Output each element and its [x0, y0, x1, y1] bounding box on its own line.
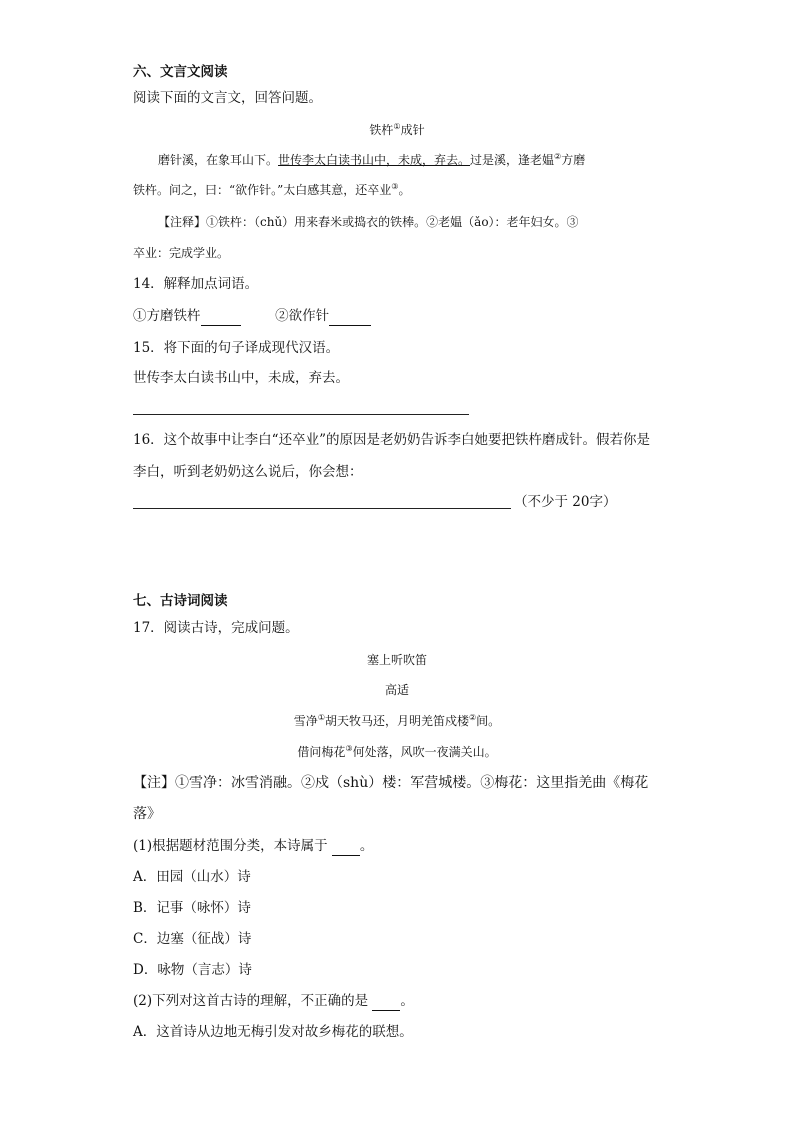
passage-title-sup: ① — [393, 122, 401, 131]
passage-note-line-1: 【注释】①铁杵：（chǔ）用来舂米或捣衣的铁棒。②老媪（ǎo）：老年妇女。③ — [158, 215, 579, 229]
option-1-c[interactable]: C．边塞（征战）诗 — [133, 931, 252, 947]
sub-question-1 — [133, 836, 373, 856]
section-6-instruction: 阅读下面的文言文，回答问题。 — [133, 90, 322, 106]
poem-line-1-c: 间。 — [476, 714, 501, 728]
question-14-item-2: ②欲作针 — [275, 308, 330, 324]
question-16-line-1: 16．这个故事中让李白“还卒业”的原因是老奶奶告诉李白她要把铁杵磨成针。假若你是 — [133, 432, 650, 448]
question-17: 17．阅读古诗，完成问题。 — [133, 620, 299, 636]
section-7-title: 七、古诗词阅读 — [133, 593, 228, 609]
sub-question-2-text: (2)下列对这首古诗的理解，不正确的是 — [133, 993, 369, 1009]
option-2-a[interactable]: A．这首诗从边地无梅引发对故乡梅花的联想。 — [133, 1024, 413, 1040]
answer-blank-14-2[interactable] — [329, 311, 371, 326]
poem-note-line-1: 【注】①雪净：冰雪消融。②戍（shù）楼：军营城楼。③梅花：这里指羌曲《梅花 — [133, 775, 649, 791]
poem-line-1-sup-2: ② — [469, 713, 477, 722]
passage-line-1 — [158, 150, 585, 170]
passage-line-1-sup: ② — [554, 152, 562, 161]
passage-note-line-2: 卒业：完成学业。 — [133, 246, 230, 260]
passage-title — [0, 120, 794, 140]
answer-blank-sub-1[interactable] — [332, 841, 360, 856]
option-1-d[interactable]: D．咏物（言志）诗 — [133, 962, 252, 978]
question-16-hint: （不少于 20字） — [514, 494, 617, 510]
poem-author: 高适 — [384, 683, 409, 697]
passage-line-2-sup: ③ — [391, 182, 399, 191]
passage-line-2-b: 。 — [398, 183, 411, 197]
sub-question-2-end: 。 — [400, 993, 414, 1009]
poem-line-2-a: 借问梅花 — [297, 745, 346, 759]
poem-line-2 — [0, 742, 794, 762]
question-14-items — [133, 306, 371, 326]
option-1-b[interactable]: B．记事（咏怀）诗 — [133, 900, 251, 916]
answer-line-15[interactable] — [133, 414, 469, 415]
passage-line-1-a: 磨针溪，在象耳山下。 — [158, 153, 279, 167]
answer-blank-sub-2[interactable] — [372, 996, 400, 1011]
passage-line-2-a: 铁杵。问之，曰：“欲作针。”太白感其意，还卒业 — [133, 183, 392, 197]
passage-line-2 — [133, 180, 410, 200]
question-14: 14．解释加点词语。 — [133, 276, 259, 292]
passage-title-b: 成针 — [400, 123, 425, 137]
sub-question-1-end: 。 — [359, 838, 374, 854]
passage-underlined-sentence: 世传李太白读书山中，未成，弃去。 — [278, 153, 471, 167]
passage-line-1-c: 方磨 — [561, 153, 586, 167]
poem-title: 塞上听吹笛 — [366, 653, 427, 667]
answer-blank-14-1[interactable] — [201, 311, 241, 326]
question-15-sentence: 世传李太白读书山中，未成，弃去。 — [133, 370, 349, 386]
question-15: 15．将下面的句子译成现代汉语。 — [133, 340, 340, 356]
passage-title-a: 铁杵 — [369, 123, 394, 137]
sub-question-1-text: (1)根据题材范围分类，本诗属于 — [133, 838, 328, 854]
section-6-title: 六、文言文阅读 — [133, 64, 228, 80]
passage-line-1-b: 过是溪，逢老媪 — [470, 153, 555, 167]
question-16-line-2: 李白，听到老奶奶这么说后，你会想： — [133, 464, 363, 480]
poem-line-1 — [0, 711, 794, 731]
poem-line-2-sup: ③ — [345, 744, 353, 753]
poem-line-2-b: 何处落，风吹一夜满关山。 — [352, 745, 497, 759]
answer-line-16[interactable] — [133, 508, 511, 509]
poem-line-1-sup-1: ① — [317, 713, 325, 722]
sub-question-2 — [133, 991, 414, 1011]
poem-line-1-a: 雪净 — [293, 714, 318, 728]
poem-note-line-2: 落》 — [133, 806, 161, 822]
option-1-a[interactable]: A．田园（山水）诗 — [133, 869, 251, 885]
poem-line-1-b: 胡天牧马还，月明羌笛戍楼 — [324, 714, 469, 728]
question-14-item-1: ①方磨铁杵 — [133, 308, 201, 324]
